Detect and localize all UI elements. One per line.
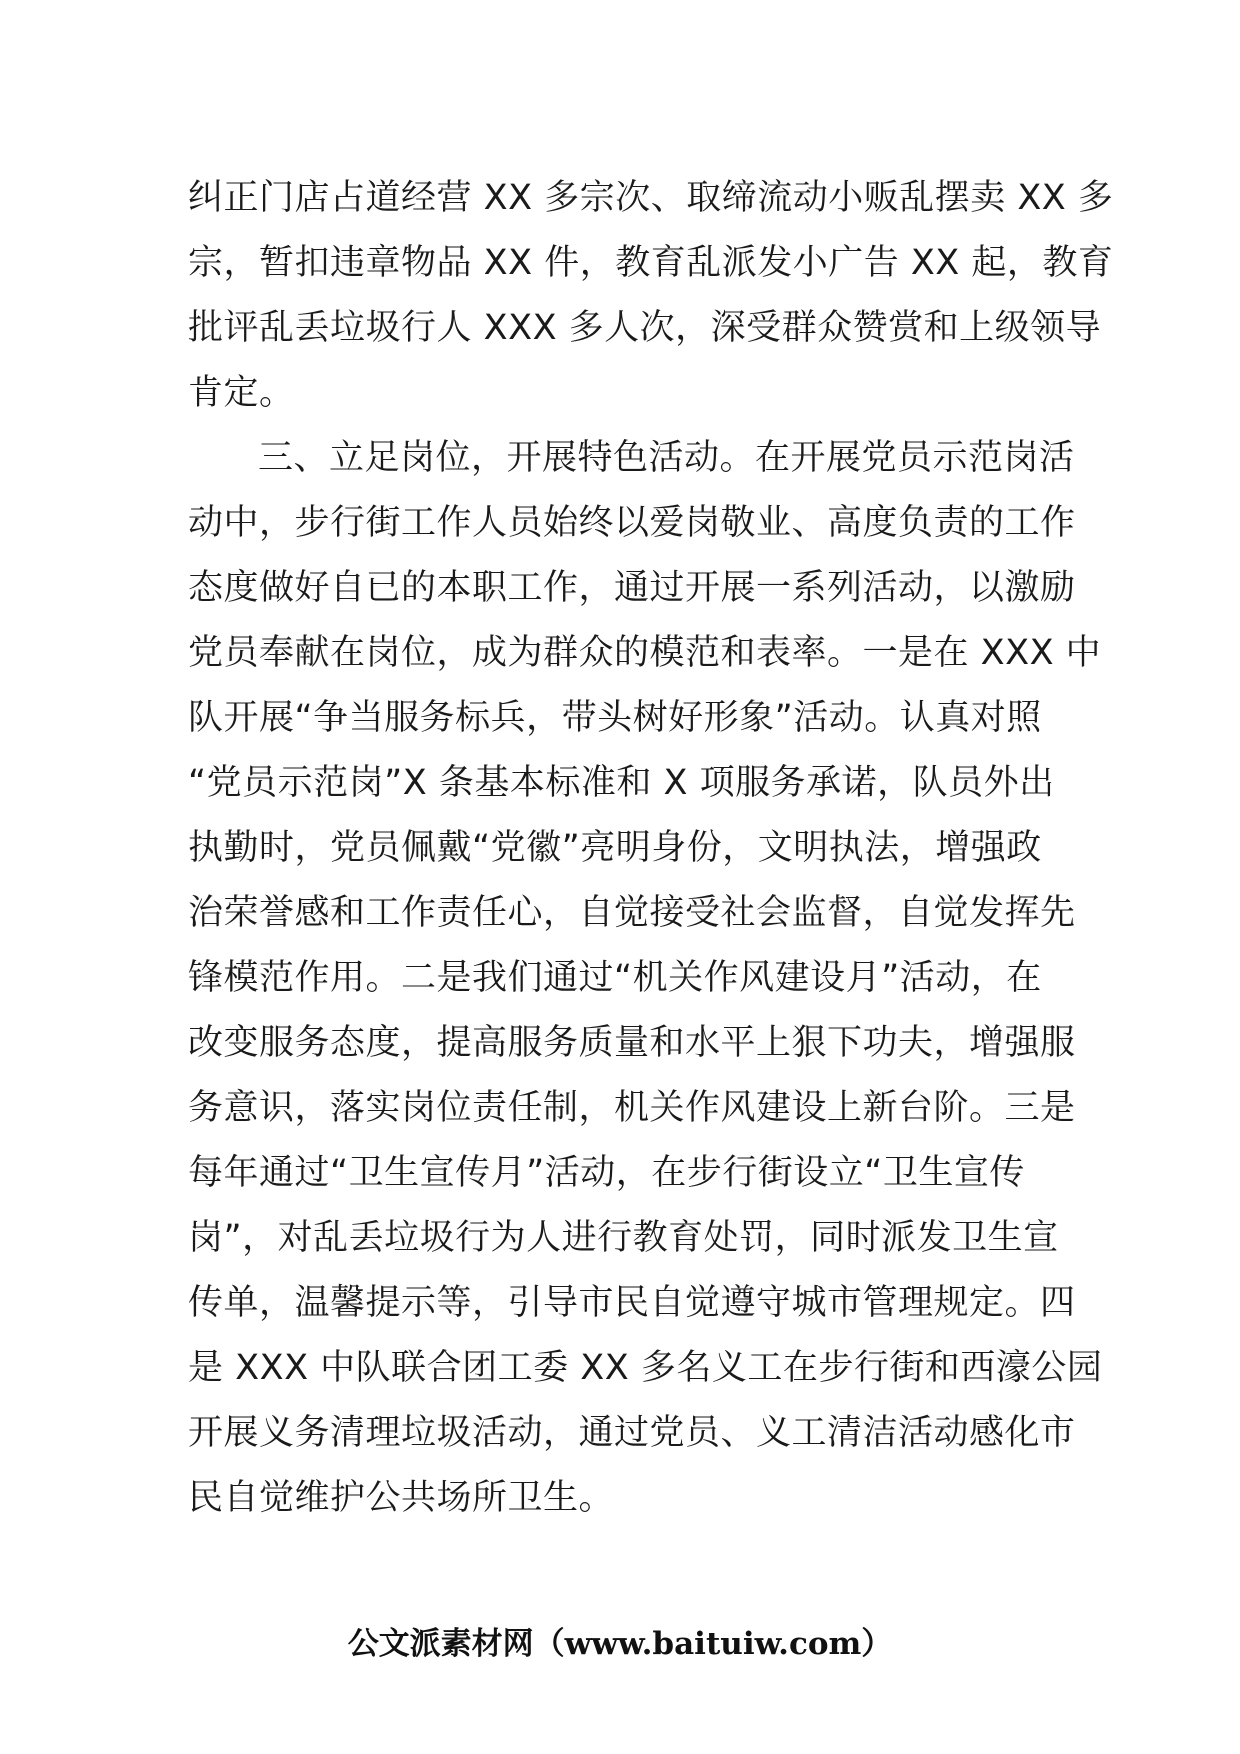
text-line: 动中，步行街工作人员始终以爱岗敬业、高度负责的工作 <box>188 503 1076 543</box>
section-heading-line: 三、立足岗位，开展特色活动。在开展党员示范岗活 <box>258 438 1075 478</box>
text-line: 肯定。 <box>188 373 295 413</box>
text-line: 传单，温馨提示等，引导市民自觉遵守城市管理规定。四 <box>188 1283 1076 1323</box>
text-line: 是 XXX 中队联合团工委 XX 多名义工在步行街和西濠公园 <box>188 1348 1103 1388</box>
text-line: 改变服务态度，提高服务质量和水平上狠下功夫，增强服 <box>188 1023 1076 1063</box>
text-line: 务意识，落实岗位责任制，机关作风建设上新台阶。三是 <box>188 1088 1076 1128</box>
text-line: 锋模范作用。二是我们通过“机关作风建设月”活动，在 <box>188 958 1042 998</box>
text-line: 每年通过“卫生宣传月”活动，在步行街设立“卫生宣传 <box>188 1153 1025 1193</box>
footer-source: 公文派素材网（www.baituiw.com） <box>347 1626 893 1662</box>
text-line: 民自觉维护公共场所卫生。 <box>188 1478 615 1518</box>
text-line: “党员示范岗”X 条基本标准和 X 项服务承诺，队员外出 <box>188 763 1055 803</box>
text-line: 批评乱丢垃圾行人 XXX 多人次，深受群众赞赏和上级领导 <box>188 308 1102 348</box>
document-body <box>188 166 1114 1531</box>
text-line: 宗，暂扣违章物品 XX 件，教育乱派发小广告 XX 起，教育 <box>188 243 1114 283</box>
text-line: 治荣誉感和工作责任心，自觉接受社会监督，自觉发挥先 <box>188 893 1076 933</box>
text-line: 执勤时，党员佩戴“党徽”亮明身份，文明执法，增强政 <box>188 828 1042 868</box>
text-line: 开展义务清理垃圾活动，通过党员、义工清洁活动感化市 <box>188 1413 1076 1453</box>
text-line: 岗”，对乱丢垃圾行为人进行教育处罚，同时派发卫生宣 <box>188 1218 1059 1258</box>
text-line: 党员奉献在岗位，成为群众的模范和表率。一是在 XXX 中 <box>188 633 1102 673</box>
text-line: 队开展“争当服务标兵，带头树好形象”活动。认真对照 <box>188 698 1042 738</box>
text-line: 纠正门店占道经营 XX 多宗次、取缔流动小贩乱摆卖 XX 多 <box>188 178 1114 218</box>
text-line: 态度做好自已的本职工作，通过开展一系列活动，以激励 <box>188 568 1076 608</box>
